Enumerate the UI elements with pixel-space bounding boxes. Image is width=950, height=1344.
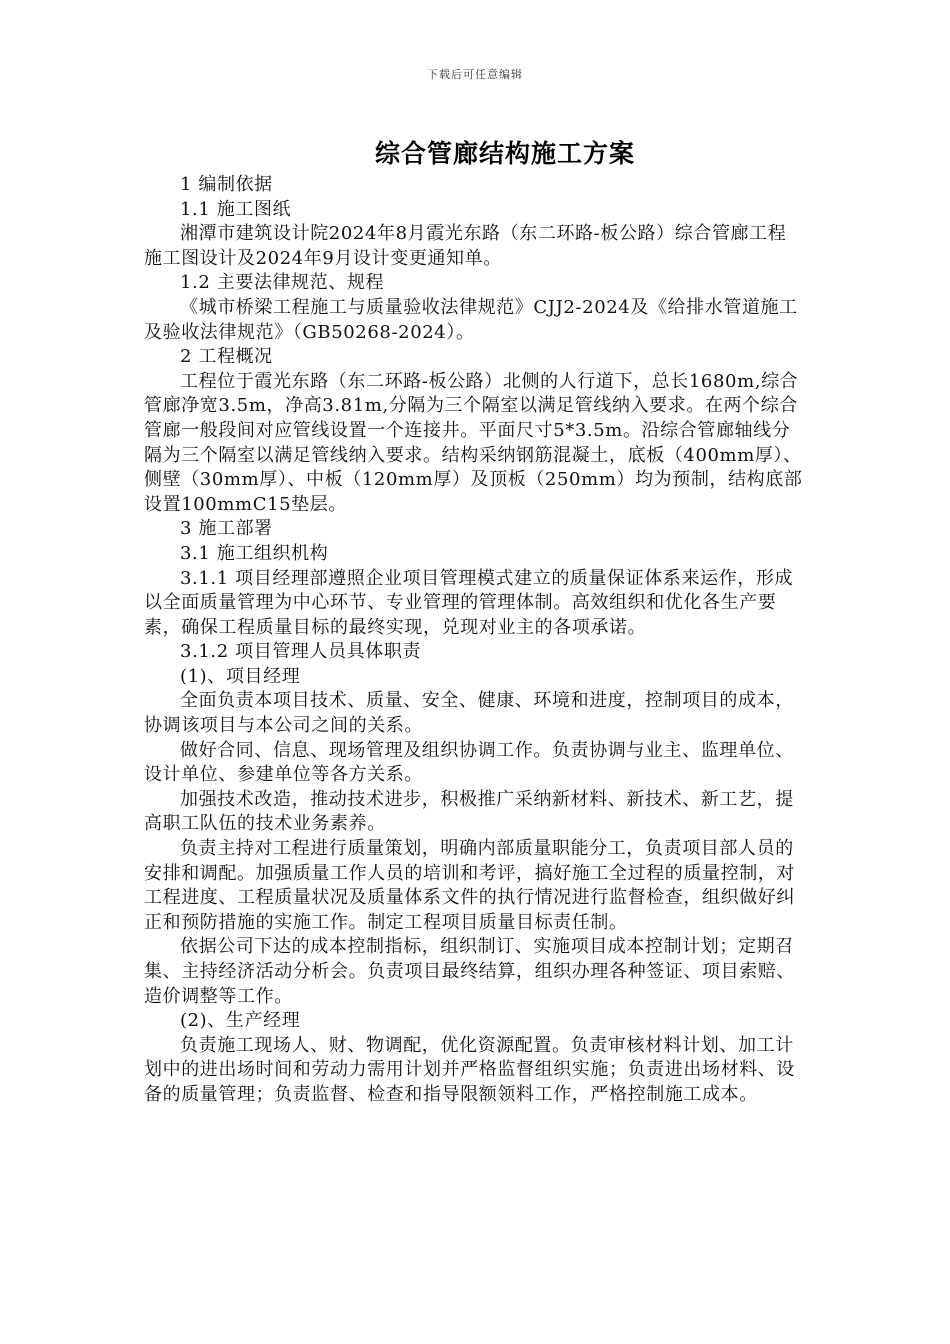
sub-heading-project-manager: (1)、项目经理 xyxy=(180,665,301,687)
heading-3: 3 施工部署 xyxy=(180,518,273,540)
heading-1-1: 1.1 施工图纸 xyxy=(180,198,292,220)
heading-3-1-2: 3.1.2 项目管理人员具体职责 xyxy=(180,641,422,663)
paragraph: 全面负责本项目技术、质量、安全、健康、环境和进度，控制项目的成本，协调该项目与本公司之间的关系。 xyxy=(144,690,794,737)
document-body xyxy=(144,173,804,1108)
paragraph: 湘潭市建筑设计院2024年8月霞光东路（东二环路-板公路）综合管廊工程施工图设计及2024年9月设计变更通知单。 xyxy=(144,223,787,269)
paragraph: 做好合同、信息、现场管理及组织协调工作。负责协调与业主、监理单位、设计单位、参建单位等各方关系。 xyxy=(144,739,794,786)
paragraph: 《城市桥梁工程施工与质量验收法律规范》CJJ2-2024及《给排水管道施工及验收法律规范》（GB50268-2024）。 xyxy=(144,296,798,343)
sub-heading-production-manager: (2)、生产经理 xyxy=(180,1010,301,1032)
paragraph: 加强技术改造，推动技术进步，积极推广采纳新材料、新技术、新工艺，提高职工队伍的技术业务素养。 xyxy=(144,788,794,835)
heading-1-2: 1.2 主要法律规范、规程 xyxy=(180,272,385,294)
heading-3-1: 3.1 施工组织机构 xyxy=(180,542,329,564)
heading-1: 1 编制依据 xyxy=(180,174,273,195)
paragraph: 工程位于霞光东路（东二环路-板公路）北侧的人行道下，总长1680m,综合管廊净宽3.5m，净高3.81m,分隔为三个隔室以满足管线纳入要求。在两个综合管廊一般段间对应管线设置一个连接井。平面尺寸5*3.5m。沿综合管廊轴线分隔为三个隔室以满足管线纳入要求。结构采纳钢筋混凝土，底板（400mm厚）、侧壁（30mm厚）、中板（120mm厚）及顶板（250mm）均为预制，结构底部设置100mmC15垫层。 xyxy=(144,370,803,515)
document-title: 综合管廊结构施工方案 xyxy=(374,139,635,168)
paragraph: 负责主持对工程进行质量策划，明确内部质量职能分工，负责项目部人员的安排和调配。加强质量工作人员的培训和考评，搞好施工全过程的质量控制，对工程进度、工程质量状况及质量体系文件的执行情况进行监督检查，组织做好纠正和预防措施的实施工作。制定工程项目质量目标责任制。 xyxy=(144,838,795,933)
paragraph: 负责施工现场人、财、物调配，优化资源配置。负责审核材料计划、加工计划中的进出场时间和劳动力需用计划并严格监督组织实施；负责进出场材料、设备的质量管理；负责监督、检查和指导限额领料工作，严格控制施工成本。 xyxy=(144,1034,795,1105)
paragraph: 3.1.1 项目经理部遵照企业项目管理模式建立的质量保证体系来运作，形成以全面质量管理为中心环节、专业管理的管理体制。高效组织和优化各生产要素，确保工程质量目标的最终实现，兑现对业主的各项承诺。 xyxy=(144,567,794,638)
paragraph: 依据公司下达的成本控制指标，组织制订、实施项目成本控制计划；定期召集、主持经济活动分析会。负责项目最终结算，组织办理各种签证、项目索赔、造价调整等工作。 xyxy=(144,936,795,1007)
header-note: 下载后可任意编辑 xyxy=(427,68,523,81)
heading-2: 2 工程概况 xyxy=(180,346,273,368)
